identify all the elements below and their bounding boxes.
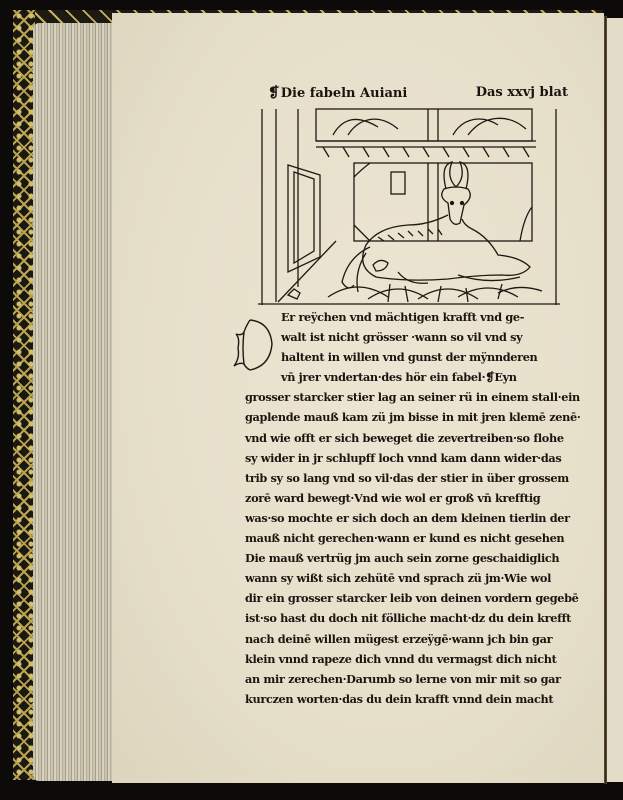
folio-number: Das xxvj blat (475, 85, 568, 100)
bull-horns (444, 162, 468, 189)
fable-text (245, 307, 581, 709)
running-title-text: Die fabeln Auiani (280, 86, 408, 101)
paragraph-mark-icon: ❡ (268, 85, 280, 101)
text-line: grosser starcker stier lag an seiner rü in einem stall·ein (245, 390, 580, 405)
page-fore-edge (33, 23, 115, 781)
mouse (373, 260, 388, 271)
bull-head (442, 187, 471, 224)
text-line: an mir zerechen·Darumb so lerne von mir mit so gar (245, 671, 561, 686)
text-line: gaplende mauß kam zü jm bisse in mit jren klemē zenē· (245, 410, 581, 425)
text-line: mauß nicht gerechen·wann er kund es nicht gesehen (245, 531, 565, 546)
text-line: klein vnnd rapeze dich vnnd du vermagst dich nicht (245, 651, 557, 666)
running-title (268, 85, 407, 101)
facing-page-edge (607, 18, 623, 782)
text-line: zorē ward bewegt·Vnd wie wol er groß vn̄ krefftig (245, 490, 541, 505)
text-line: was·so mochte er sich doch an dem kleinen tierlin der (245, 510, 570, 525)
text-line: trib sy so lang vnd so vil·das der stier in über grossem (245, 470, 569, 485)
woodcut-illustration (258, 107, 560, 307)
text-line: Er reÿchen vnd mächtigen krafft vnd ge- (281, 310, 525, 324)
text-line: wann sy wißt sich zehütē vnd sprach zü jm·Wie wol (245, 571, 552, 586)
text-line: walt ist nicht grösser ·wann so vil vnd sy (281, 330, 523, 345)
text-line: sy wider in jr schlupff loch vnnd kam dann wider·das (245, 450, 562, 465)
stall-window (391, 172, 405, 194)
text-line: haltent in willen vnd gunst der mÿnnderen (281, 350, 538, 365)
text-line: ist·so hast du doch nit fölliche macht·dz du dein krefft (245, 611, 571, 626)
stall-door (288, 165, 320, 272)
text-line: vn̄ jrer vndertan·des hör ein fabel·❡Eyn (281, 370, 517, 385)
initial-letter-text: D (254, 352, 255, 353)
text-line: vnd wie offt er sich beweget die zevertreiben·so flohe (245, 430, 564, 445)
binding-gilt-border (13, 10, 35, 780)
stall-wall (354, 163, 532, 241)
text-line: Die mauß vertrüg jm auch sein zorne geschaidiglich (245, 551, 560, 566)
hay-loft (316, 109, 532, 141)
running-header (268, 85, 568, 103)
bull-body (363, 215, 530, 280)
text-line: kurczen worten·das du dein krafft vnnd dein macht (245, 691, 554, 706)
text-line: nach deinē willen mügest erzeÿgē·wann jch bin gar (245, 631, 553, 646)
text-line: dir ein grosser starcker leib von deinen vordern gegebē (245, 591, 579, 606)
